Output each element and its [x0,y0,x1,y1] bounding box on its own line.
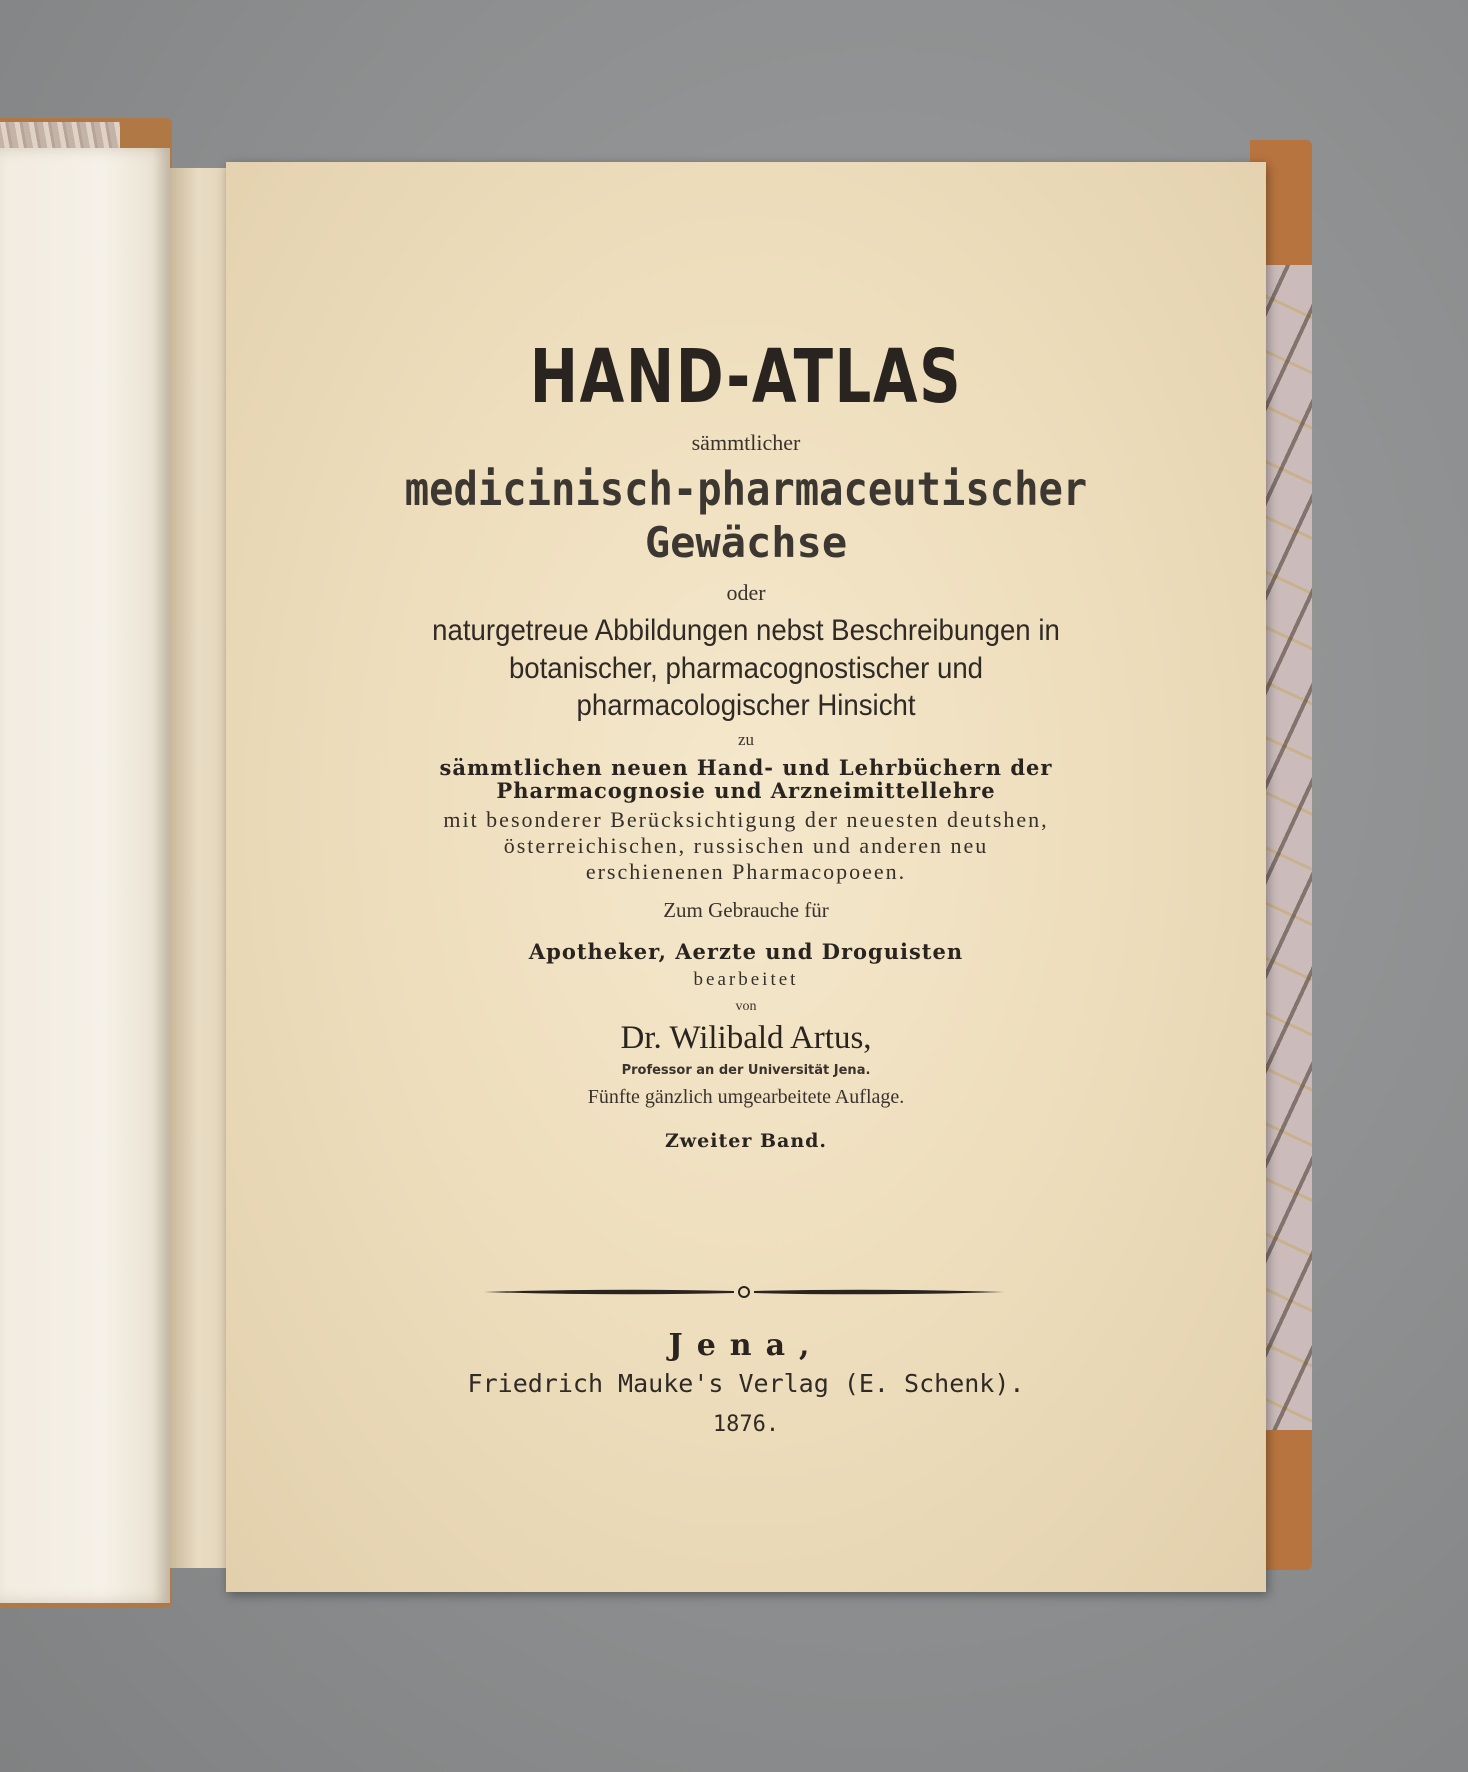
subtitle-line-8: zu [737,730,755,749]
subtitle-line-2: medicinisch-pharmaceutischer [404,462,1088,516]
subtitle-line-3: Gewächse [644,518,848,567]
subtitle-line-12: österreichischen, russischen und anderen neu [503,833,989,858]
subtitle-line-6: botanischer, pharmacognostischer und [508,652,984,685]
author-name: Dr. Wilibald Artus, [620,1020,872,1056]
publication-city: Jena, [668,1328,824,1363]
publication-year: 1876. [712,1412,780,1437]
subtitle-line-14: Zum Gebrauche für [663,898,829,922]
title-page [226,162,1266,1592]
subtitle-line-13: erschienenen Pharmacopoeen. [585,859,907,884]
volume-label: Zweiter Band. [664,1130,828,1152]
author-affiliation: Professor an der Universität Jena. [621,1063,871,1078]
subtitle-line-10: Pharmacognosie und Arzneimittellehre [496,778,996,803]
subtitle-line-4: oder [726,580,766,605]
subtitle-line-16: bearbeitet [693,969,799,990]
subtitle-line-17: von [735,999,757,1014]
book-title: HAND-ATLAS [529,334,963,420]
subtitle-line-9: sämmtlichen neuen Hand- und Lehrbüchern der [439,755,1053,780]
left-blank-page [0,148,170,1603]
publisher-name: Friedrich Mauke's Verlag (E. Schenk). [467,1369,1025,1398]
subtitle-line-15: Apotheker, Aerzte und Droguisten [528,939,964,964]
subtitle-line-1: sämmtlicher [691,430,801,455]
subtitle-line-7: pharmacologischer Hinsicht [576,689,916,722]
subtitle-line-11: mit besonderer Berücksichtigung der neuesten deutshen, [443,807,1049,832]
edition-note: Fünfte gänzlich umgearbeitete Auflage. [587,1086,905,1108]
decorative-rule [484,1285,1004,1299]
right-marbled-board [1266,265,1312,1430]
subtitle-line-5: naturgetreue Abbildungen nebst Beschreibungen in [432,614,1060,647]
